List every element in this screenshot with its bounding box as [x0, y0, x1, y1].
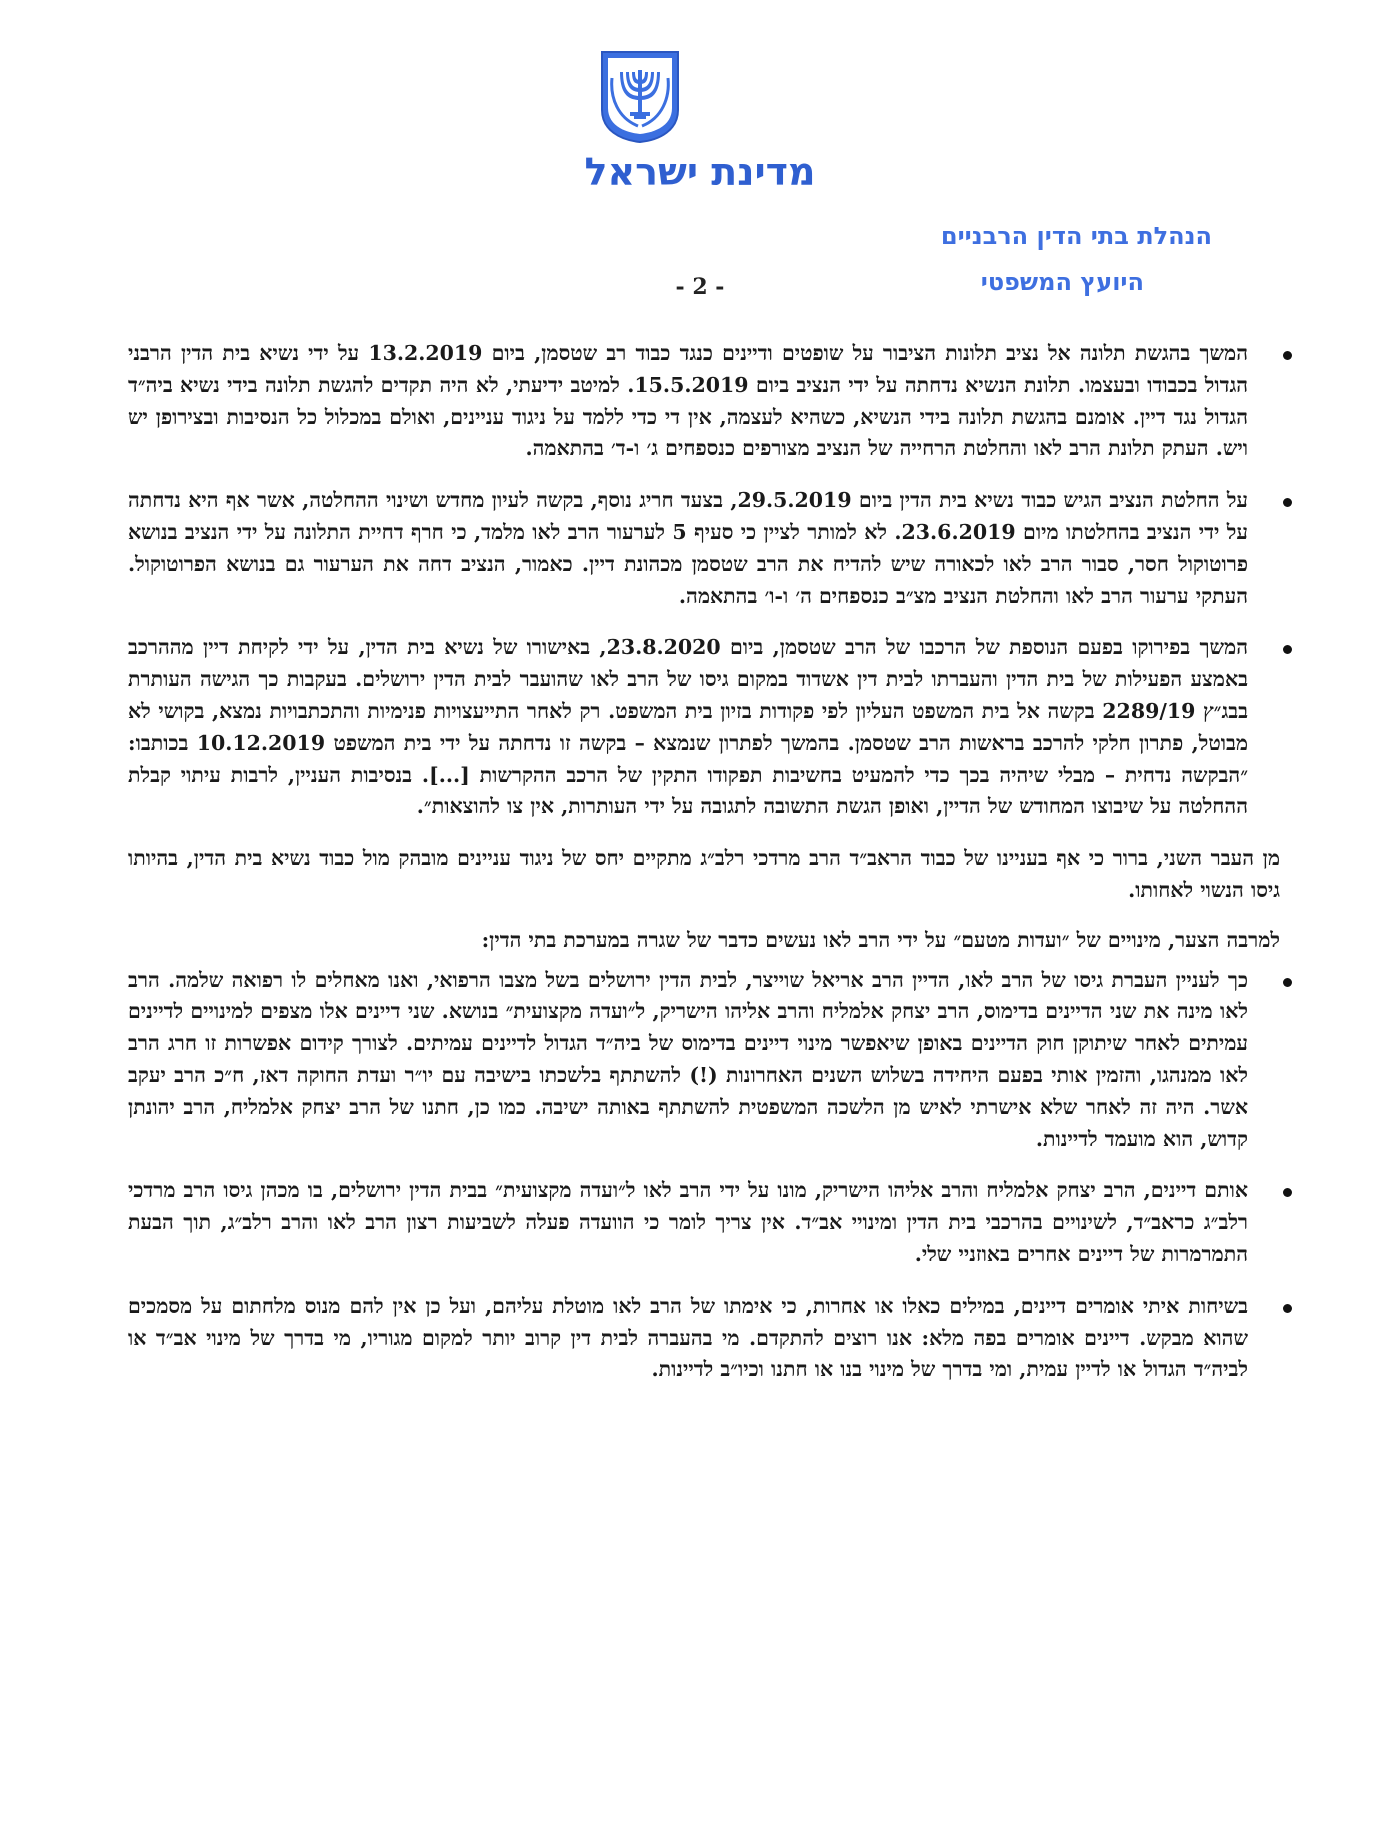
bullet-icon [1283, 978, 1292, 987]
document-body [128, 338, 1280, 1406]
department-name: הנהלת בתי הדין הרבניים [940, 222, 1212, 250]
bullet-item [128, 632, 1272, 823]
office-name: היועץ המשפטי [980, 268, 1144, 296]
bullet-icon [1283, 645, 1292, 654]
bullet-icon [1283, 498, 1292, 507]
bullet-icon [1283, 1188, 1292, 1197]
state-name-title: מדינת ישראל [584, 150, 816, 194]
menorah-emblem-icon [598, 48, 682, 144]
bullet-item-text: בשיחות איתי אומרים דיינים, במילים כאלו או אחרות, כי אימתו של הרב לאו מוטלת עליהם, ועל כן אין להם מנוס מלחתום על מסמכים שהוא מבקש. דיינים אומרים בפה מלא: אנו רוצים להתקדם. מי בהעברה לבית דין קרוב יותר למקום מגוריו, מי בדרך של מינוי אב״ד או לביה״ד הגדול או לדיין עמית, ומי בדרך של מינוי בנו או חתנו וכיו״ב לדיינות. [128, 1293, 1248, 1382]
body-paragraph: מן העבר השני, ברור כי אף בעניינו של כבוד הראב״ד הרב מרדכי רלב״ג מתקיים יחס של ניגוד עניינים מובהק מול כבוד נשיא בית הדין, בהיותו גיסו הנשוי לאחותו. [128, 846, 1280, 902]
body-paragraph: למרבה הצער, מינויים של ״ועדות מטעם״ על ידי הרב לאו נעשים כדבר של שגרה במערכת בתי הדין: [481, 927, 1280, 952]
bullet-item [128, 1291, 1272, 1386]
bullet-icon [1283, 351, 1292, 360]
bullet-item-text: אותם דיינים, הרב יצחק אלמליח והרב אליהו הישריק, מונו על ידי הרב לאו ל״ועדה מקצועית״ בבית הדין ירושלים, בו מכהן גיסו הרב מרדכי רלב״ג כראב״ד, לשינויים בהרכבי בית הדין ומינויי אב״ד. אין צריך לומר כי הוועדה פעלה לשביעות רצון הרב לאו והרב רלב״ג, תוך הבעת התמרמרות של דיינים אחרים באוזניי שלי. [128, 1178, 1248, 1266]
bullet-item [128, 965, 1272, 1156]
bullet-item-text: על החלטת הנציב הגיש כבוד נשיא בית הדין ביום 29.5.2019, בצעד חריג נוסף, בקשה לעיון מחדש ושינוי ההחלטה, אשר אף היא נדחתה על ידי הנציב בהחלטתו מיום 23.6.2019. לא למותר לציין כי סעיף 5 לערעור הרב לאו מלמד, כי חרף דחיית התלונה על ידי הנציב בנושא פרוטוקול חסר, סבור הרב לאו לכאורה שיש להדיח את הרב שטסמן מכהונת דיין. כאמור, הנציב דחה את הערעור גם בנושא הפרוטוקול. העתקי ערעור הרב לאו והחלטת הנציב מצ״ב כנספחים ה׳ ו-ו׳ בהתאמה. [128, 488, 1249, 608]
bullet-item-text: המשך בהגשת תלונה אל נציב תלונות הציבור על שופטים ודיינים כנגד כבוד רב שטסמן, ביום 13.2.2019 על ידי נשיא בית הדין הרבני הגדול בכבודו ובעצמו. תלונת הנשיא נדחתה על ידי הנציב ביום 15.5.2019. למיטב ידיעתי, לא היה תקדים להגשת תלונה בידי נשיא ביה״ד הגדול נגד דיין. אומנם בהגשת תלונה בידי הנשיא, כשהיא לעצמה, אין די כדי ללמד על ניגוד עניינים, ואולם במכלול כל הנסיבות ובצירופן יש ויש. העתק תלונת הרב לאו והחלטת הרחייה של הנציב מצורפים כנספחים ג׳ ו-ד׳ בהתאמה. [128, 341, 1249, 461]
bullet-icon [1283, 1304, 1292, 1313]
bullet-item [128, 338, 1272, 465]
bullet-item [128, 1175, 1272, 1270]
bullet-item [128, 485, 1272, 612]
page-number: - 2 - [675, 274, 725, 300]
bullet-item-text: כך לעניין העברת גיסו של הרב לאו, הדיין הרב אריאל שוייצר, לבית הדין ירושלים בשל מצבו הרפואי, ואנו מאחלים לו רפואה שלמה. הרב לאו מינה את שני הדיינים בדימוס, הרב יצחק אלמליח והרב אליהו הישריק, ל״ועדה מקצועית״ בנושא. שני דיינים אלו מצפים למינויים לדיינים עמיתים לאחר שיתוקן חוק הדיינים באופן שיאפשר מינוי דיינים בדימוס של ביה״ד הגדול לדיינים עמיתים. לצורך קידום אפשרות זו חרג הרב לאו ממנהגו, והזמין אותי בפעם היחידה בשלוש השנים האחרונות (!) להשתתף בלשכתו בישיבה עם יו״ר ועדת החוקה דאז, ח״כ הרב יעקב אשר. היה זה לאחר שלא אישרתי לאיש מן הלשכה המשפטית להשתתף באותה ישיבה. כמו כן, חתנו של הרב יצחק אלמליח, הרב יהונתן קדוש, הוא מועמד לדיינות. [128, 967, 1248, 1151]
bullet-item-text: המשך בפירוקו בפעם הנוספת של הרכבו של הרב שטסמן, ביום 23.8.2020, באישורו של נשיא בית הדין, על ידי לקיחת דיין מההרכב באמצע הפעילות של בית הדין והעברתו לבית דין אשדוד במקום גיסו של הרב לאו שהועבר לבית הדין ירושלים. בעקבות כך הגישה העותרת בבג״ץ 2289/19 בקשה אל בית המשפט העליון לפי פקודות בזיון בית המשפט. רק לאחר התייעצויות פנימיות והתכתבויות נמצא, בקושי לא מבוטל, פתרון חלקי להרכב בראשות הרב שטסמן. בהמשך לפתרון שנמצא – בקשה זו נדחתה על ידי בית המשפט 10.12.2019 בכותבו: ״הבקשה נדחית – מבלי שיהיה בכך כדי להמעיט בחשיבות תפקודו התקין של הרכב ההקרשות [...]. בנסיבות העניין, לרבות עיתוי קבלת ההחלטה על שיבוצו המחודש של הדיין, ואופן הגשת התשובה לתגובה על ידי העותרות, אין צו להוצאות״. [128, 635, 1248, 819]
